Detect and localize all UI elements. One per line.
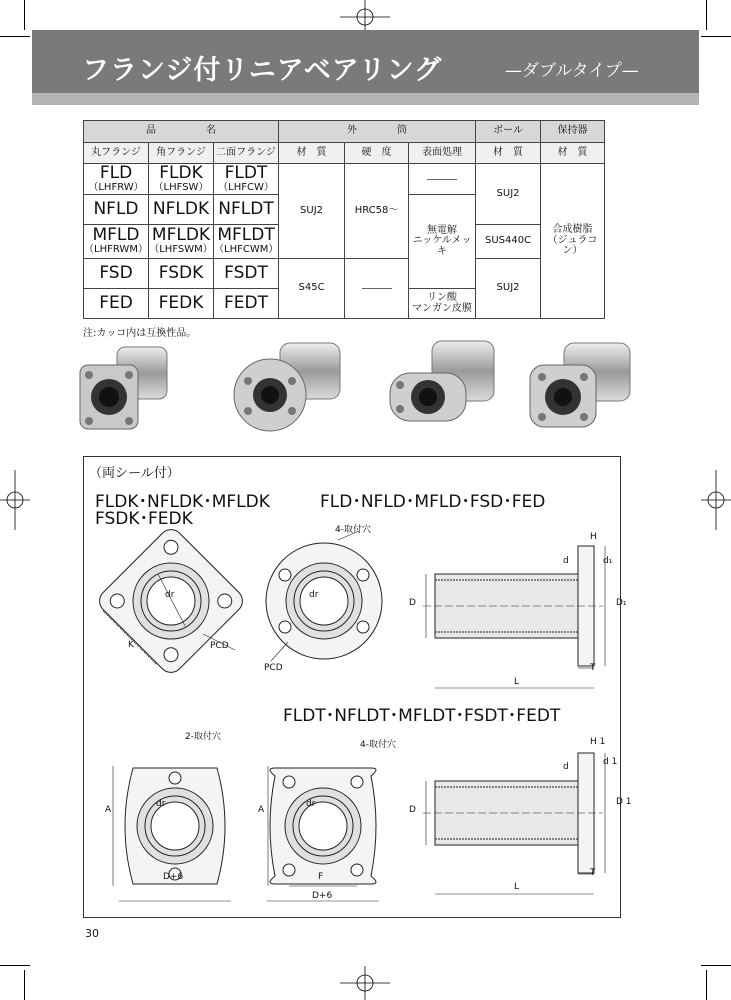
cell-model: FSDK bbox=[149, 259, 214, 289]
dim-D1-1: D₁ bbox=[616, 598, 627, 608]
header-surface: 表面処理 bbox=[409, 143, 476, 164]
header-round-flange: 丸フランジ bbox=[84, 143, 149, 164]
header-ball-material: 材 質 bbox=[476, 143, 541, 164]
dim-D1-2: D 1 bbox=[616, 797, 632, 807]
group1-title-2: FSDK･FEDK bbox=[95, 509, 193, 529]
product-photo-two-side-flange bbox=[382, 335, 502, 435]
dim-D-1: D bbox=[409, 598, 416, 608]
cell-model: MFLD （LHFRWM） bbox=[84, 225, 149, 259]
seal-label: （両シール付） bbox=[89, 466, 180, 481]
product-photo-square-flange bbox=[72, 335, 182, 435]
header-retainer-material: 材 質 bbox=[541, 143, 605, 164]
header-hardness: 硬 度 bbox=[345, 143, 409, 164]
mount-hole-label-3: 4-取付穴 bbox=[360, 740, 396, 750]
cell-ball-sus: SUS440C bbox=[476, 225, 541, 259]
group2-title: FLD･NFLD･MFLD･FSD･FED bbox=[320, 492, 546, 512]
dim-T-2: T bbox=[590, 868, 596, 878]
header-product: 品 名 bbox=[84, 121, 279, 143]
cell-outer-material: SUJ2 bbox=[279, 164, 345, 259]
spec-table bbox=[83, 120, 605, 319]
header-ball: ボール bbox=[476, 121, 541, 143]
mount-hole-label-1: 4-取付穴 bbox=[335, 525, 371, 535]
dim-K: K bbox=[128, 640, 134, 650]
cell-model: FEDT bbox=[214, 289, 279, 319]
dim-A-2: A bbox=[258, 805, 265, 815]
page-number: 30 bbox=[85, 927, 99, 940]
cell-model: FLD （LHFRW） bbox=[84, 164, 149, 195]
header-outer: 外 筒 bbox=[279, 121, 476, 143]
product-photo-cut-flange bbox=[520, 335, 640, 435]
cell-outer-hardness: HRC58～ bbox=[345, 164, 409, 259]
cut-flange-drawing bbox=[270, 768, 376, 884]
cell-outer-material-s45c: S45C bbox=[279, 259, 345, 319]
table-header-row-1 bbox=[84, 121, 605, 143]
round-flange-drawing bbox=[266, 543, 382, 659]
cell-surface-none bbox=[409, 164, 476, 195]
dim-D-2: D bbox=[409, 805, 416, 815]
cell-model: NFLD bbox=[84, 195, 149, 225]
group1-title-1: FLDK･NFLDK･MFLDK bbox=[95, 492, 270, 512]
two-side-flange-drawing bbox=[125, 768, 225, 884]
dim-d1-2: d 1 bbox=[603, 757, 618, 767]
dim-T-1: T bbox=[590, 663, 596, 673]
cell-retainer: 合成樹脂 （ジュラコン） bbox=[541, 164, 605, 319]
dim-dr-2: dr bbox=[309, 590, 319, 600]
dim-dr-1: dr bbox=[165, 590, 175, 600]
cell-model: FLDT （LHFCW） bbox=[214, 164, 279, 195]
table-row bbox=[84, 259, 605, 289]
cell-model: NFLDT bbox=[214, 195, 279, 225]
cell-model: MFLDK （LHFSWM） bbox=[149, 225, 214, 259]
dim-D6-2: D+6 bbox=[312, 891, 333, 901]
group3-title: FLDT･NFLDT･MFLDT･FSDT･FEDT bbox=[283, 706, 561, 726]
table-header-row-2 bbox=[84, 143, 605, 164]
header-square-flange: 角フランジ bbox=[149, 143, 214, 164]
dim-d-1: d bbox=[563, 556, 569, 566]
cell-ball-suj2-b: SUJ2 bbox=[476, 259, 541, 319]
page-subtitle: —ダブルタイプ— bbox=[505, 61, 639, 81]
dim-d1-1: d₁ bbox=[603, 556, 613, 566]
dim-d-2: d bbox=[563, 762, 569, 772]
dim-L-2: L bbox=[514, 882, 520, 892]
mount-hole-label-2: 2-取付穴 bbox=[185, 732, 221, 742]
dim-D6-1: D+6 bbox=[163, 872, 184, 882]
cell-ball-suj2: SUJ2 bbox=[476, 164, 541, 225]
side-view-bottom bbox=[423, 753, 605, 894]
cell-model: NFLDK bbox=[149, 195, 214, 225]
dim-A-1: A bbox=[105, 805, 112, 815]
header-two-side-flange: 二面フランジ bbox=[214, 143, 279, 164]
table-note: 注:カッコ内は互換性品。 bbox=[83, 328, 197, 339]
cell-model: FEDK bbox=[149, 289, 214, 319]
product-photo-round-flange bbox=[230, 335, 350, 435]
header-strip bbox=[32, 93, 699, 105]
cell-model: MFLDT （LHFCWM） bbox=[214, 225, 279, 259]
pcd-label-1: PCD bbox=[210, 641, 229, 651]
dim-F: F bbox=[318, 872, 324, 882]
header-material: 材 質 bbox=[279, 143, 345, 164]
square-flange-drawing bbox=[95, 525, 248, 678]
cell-surface-phosphate: リン酸 マンガン皮膜 bbox=[409, 289, 476, 319]
page-title: フランジ付リニアベアリング bbox=[82, 55, 443, 86]
dim-H1-2: H 1 bbox=[590, 737, 606, 747]
cell-model: FLDK （LHFSW） bbox=[149, 164, 214, 195]
cell-model: FED bbox=[84, 289, 149, 319]
pcd-label-2: PCD bbox=[264, 663, 283, 673]
cell-surface-nickel: 無電解 ニッケルメッキ bbox=[409, 195, 476, 289]
side-view-top bbox=[423, 546, 605, 688]
header-retainer: 保持器 bbox=[541, 121, 605, 143]
cell-hardness-none bbox=[345, 259, 409, 319]
cell-model: FSD bbox=[84, 259, 149, 289]
dim-L-1: L bbox=[514, 677, 520, 687]
dim-dr-3: dr bbox=[156, 799, 166, 809]
cell-model: FSDT bbox=[214, 259, 279, 289]
dim-dr-4: dr bbox=[306, 799, 316, 809]
dim-H-1: H bbox=[590, 532, 597, 542]
table-row bbox=[84, 164, 605, 195]
